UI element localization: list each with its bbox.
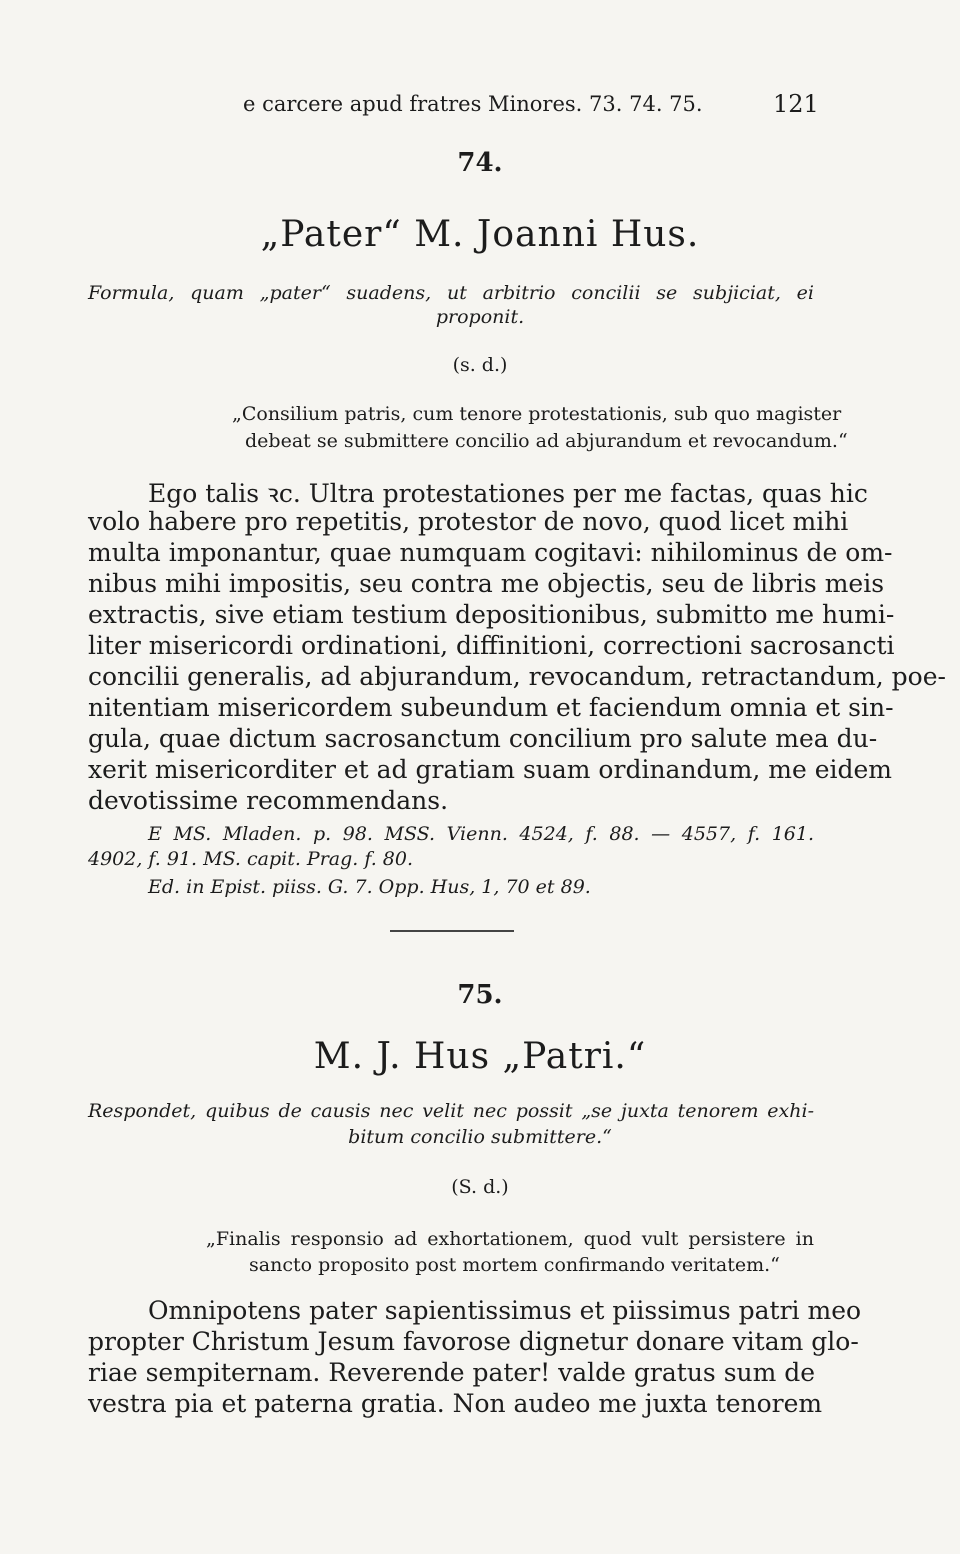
letter-74-quote-line: „Consilium patris, cum tenore protestationis, sub quo magister bbox=[232, 403, 842, 425]
letter-74-body-line: gula, quae dictum sacrosanctum concilium pro salute mea du- bbox=[88, 724, 878, 753]
letter-75-title: M. J. Hus „Patri.“ bbox=[313, 1036, 647, 1077]
letter-74-summary-line: Formula, quam „pater“ suadens, ut arbitrio concilii se subjiciat, ei bbox=[88, 282, 814, 304]
letter-75-quote-line: „Finalis responsio ad exhortationem, quod vult persistere in bbox=[206, 1228, 814, 1250]
page-number: 121 bbox=[773, 90, 819, 118]
letter-75-body-line: riae sempiternam. Reverende pater! valde gratus sum de bbox=[88, 1358, 816, 1387]
letter-74-body-line: xerit misericorditer et ad gratiam suam ordinandum, me eidem bbox=[88, 755, 892, 784]
letter-75-summary-line: Respondet, quibus de causis nec velit nec possit „se juxta tenorem exhi- bbox=[88, 1100, 814, 1122]
letter-75-body-line: propter Christum Jesum favorose dignetur donare vitam glo- bbox=[88, 1327, 859, 1356]
letter-74-body-line: nitentiam misericordem subeundum et faciendum omnia et sin- bbox=[88, 693, 894, 722]
letter-74-body-line: devotissime recommendans. bbox=[88, 786, 449, 815]
letter-74-body-line: extractis, sive etiam testium depositionibus, submitto me humi- bbox=[88, 600, 895, 629]
letter-74-number: 74. bbox=[457, 148, 503, 178]
letter-74-source-line: Ed. in Epist. piiss. G. 7. Opp. Hus, 1, 70 et 89. bbox=[148, 876, 591, 898]
letter-75-body-line: vestra pia et paterna gratia. Non audeo me juxta tenorem bbox=[88, 1389, 823, 1418]
section-divider bbox=[390, 930, 514, 932]
running-head: e carcere apud fratres Minores. 73. 74. 75. bbox=[243, 92, 703, 116]
letter-74-body-line: multa imponantur, quae numquam cogitavi: nihilominus de om- bbox=[88, 538, 893, 567]
letter-74-body-line: volo habere pro repetitis, protestor de novo, quod licet mihi bbox=[88, 507, 849, 536]
letter-74-source-line: E MS. Mladen. p. 98. MSS. Vienn. 4524, f. 88. — 4557, f. 161. bbox=[148, 823, 814, 845]
letter-75-summary-line: bitum concilio submittere.“ bbox=[348, 1126, 612, 1148]
letter-74-body-line: nibus mihi impositis, seu contra me objectis, seu de libris meis bbox=[88, 569, 885, 598]
letter-74-body-line: Ego talis ꝛc. Ultra protestationes per me factas, quas hic bbox=[148, 479, 868, 508]
letter-74-body-line: liter misericordi ordinationi, diffinitioni, correctioni sacrosancti bbox=[88, 631, 895, 660]
letter-74-title: „Pater“ M. Joanni Hus. bbox=[260, 214, 700, 255]
letter-74-date: (s. d.) bbox=[452, 354, 508, 376]
letter-74-summary-line: proponit. bbox=[435, 306, 525, 328]
letter-75-quote-line: sancto proposito post mortem confirmando veritatem.“ bbox=[249, 1254, 780, 1276]
letter-74-body-line: concilii generalis, ad abjurandum, revocandum, retractandum, poe- bbox=[88, 662, 946, 691]
letter-74-source-line: 4902, f. 91. MS. capit. Prag. f. 80. bbox=[88, 848, 414, 870]
letter-74-quote-line: debeat se submittere concilio ad abjurandum et revocandum.“ bbox=[245, 430, 848, 452]
letter-75-date: (S. d.) bbox=[451, 1176, 509, 1198]
letter-75-body-line: Omnipotens pater sapientissimus et piissimus patri meo bbox=[148, 1296, 862, 1325]
letter-75-number: 75. bbox=[457, 980, 503, 1010]
